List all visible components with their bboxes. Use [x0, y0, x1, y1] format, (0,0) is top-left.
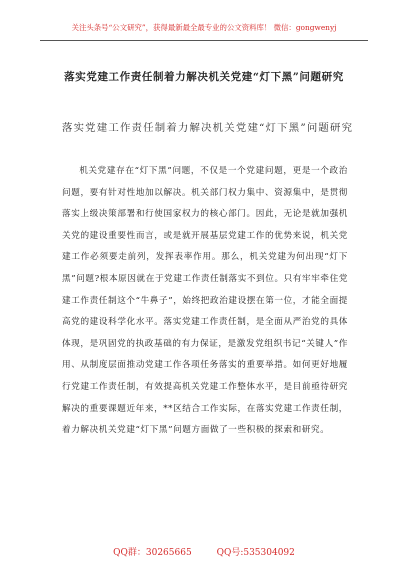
document-subtitle: 落实党建工作责任制着力解决机关党建“灯下黑”问题研究 [62, 122, 354, 134]
header-notice: 关注头条号“公文研究”，获得最新最全最专业的公文资料库！ 微信：gongwenyj [71, 23, 337, 32]
header-divider [40, 40, 368, 41]
body-paragraph: 机关党建存在“灯下黑”问题，不仅是一个党建问题，更是一个政治问题，要有针对性地加以解决。机关部门权力集中、资源集中，是贯彻落实上级决策部署和行使国家权力的核心部门。因此，无论是就加强机关党的建设重要性而言，或是就开展基层党建工作的优势来说，机关党建工作必须要走前列，发挥表率作用。那么，机关党建为何出现“灯下黑”问题?根本原因就在于党建工作责任制落实不到位。只有牢牢牵住党建工作责任制这个“牛鼻子”，始终把政治建设摆在第一位，才能全面提高党的建设科学化水平。落实党建工作责任制，是全面从严治党的具体体现，是巩固党的执政基础的有力保证，是激发党组织书记“关键人”作用、从制度层面推动党建工作各项任务落实的重要举措。如何更好地履行党建工作责任制，有效提高机关党建工作整体水平，是目前亟待研究解决的重要课题近年来，**区结合工作实际，在落实党建工作责任制，着力解决机关党建“灯下黑”问题方面做了一些积极的探索和研究。 [62, 166, 349, 436]
footer-qq-group: QQ群：30265665 [113, 548, 192, 558]
document-title: 落实党建工作责任制着力解决机关党建“灯下黑”问题研究 [64, 71, 344, 83]
footer-contact [40, 545, 368, 558]
footer-qq-number: QQ号:535304092 [216, 548, 295, 558]
